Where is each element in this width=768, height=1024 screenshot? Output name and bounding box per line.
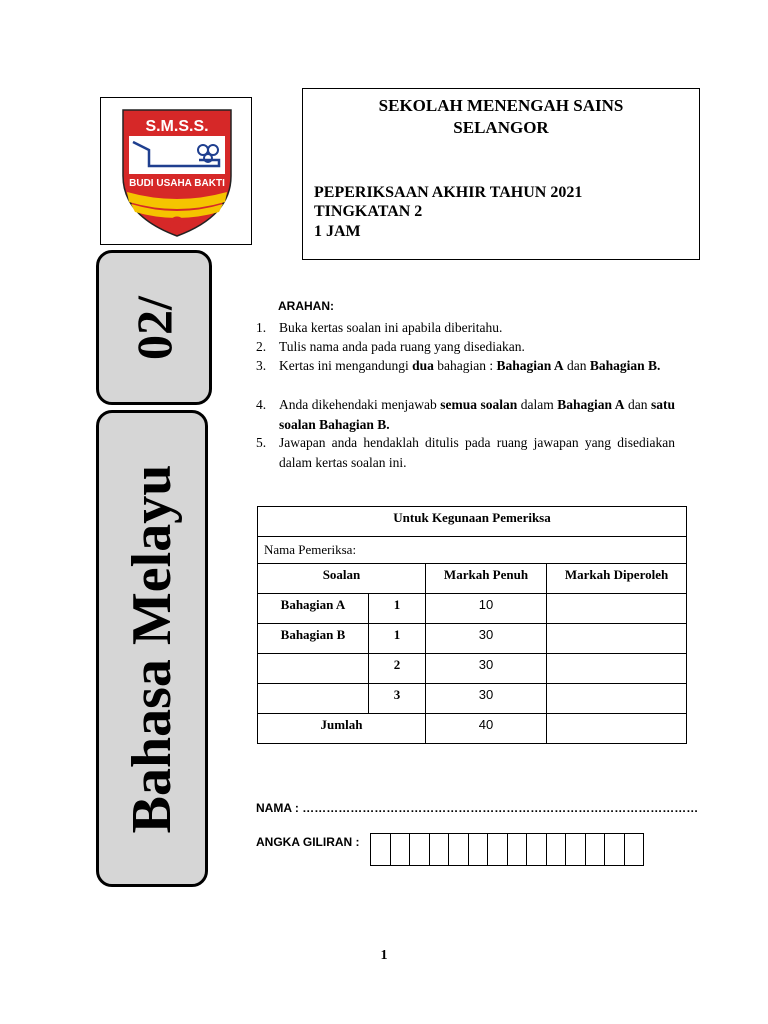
instruction-fragment: dan [624, 397, 651, 412]
instruction-text [279, 395, 675, 434]
row-section: Bahagian A [258, 594, 369, 624]
instruction-emphasis: Bahagian A [557, 397, 625, 412]
exam-header-box [302, 88, 700, 260]
row-question-number: 1 [369, 594, 426, 624]
index-number-box[interactable] [546, 833, 567, 866]
index-number-box[interactable] [604, 833, 625, 866]
instruction-emphasis: dua [412, 358, 434, 373]
exam-duration: 1 JAM [314, 223, 361, 240]
instruction-text [279, 337, 675, 357]
paper-code-tab [96, 250, 212, 405]
instruction-emphasis: semua soalan [440, 397, 518, 412]
index-number-box[interactable] [585, 833, 606, 866]
header-full-marks: Markah Penuh [426, 564, 547, 594]
index-number-box[interactable] [468, 833, 489, 866]
instruction-item [256, 395, 675, 434]
instruction-fragment: Anda dikehendaki menjawab [279, 397, 441, 412]
index-number-box[interactable] [565, 833, 586, 866]
row-full-marks: 30 [426, 684, 547, 714]
row-section [258, 684, 369, 714]
instruction-text [279, 356, 675, 376]
exam-title: PEPERIKSAAN AKHIR TAHUN 2021 [314, 184, 583, 201]
school-logo-box [100, 97, 252, 245]
instruction-text [279, 433, 675, 472]
instruction-number: 3. [256, 358, 267, 373]
instruction-item [256, 318, 675, 338]
row-marks-obtained[interactable] [547, 594, 687, 624]
instruction-emphasis: Bahagian A [496, 358, 564, 373]
index-number-box[interactable] [526, 833, 547, 866]
instruction-emphasis: satu soalan Bahagian B. [279, 397, 675, 432]
row-question-number: 2 [369, 654, 426, 684]
table-row [258, 654, 687, 684]
header-marks-obtained: Markah Diperoleh [547, 564, 687, 594]
school-name-line1: SEKOLAH MENENGAH SAINS [378, 96, 624, 115]
instruction-number: 2. [256, 339, 267, 354]
row-full-marks: 30 [426, 654, 547, 684]
index-number-label: ANGKA GILIRAN : [256, 835, 360, 849]
row-full-marks: 30 [426, 624, 547, 654]
instruction-item [256, 356, 675, 376]
table-row [258, 684, 687, 714]
total-full-marks: 40 [426, 714, 547, 744]
total-marks-obtained[interactable] [547, 714, 687, 744]
index-number-box[interactable] [624, 833, 645, 866]
row-marks-obtained[interactable] [547, 624, 687, 654]
index-number-box[interactable] [409, 833, 430, 866]
total-label: Jumlah [258, 714, 426, 744]
instruction-fragment: bahagian : [433, 358, 497, 373]
school-crest-icon [119, 106, 235, 238]
subject-name: Bahasa Melayu [121, 464, 183, 833]
instruction-number: 5. [256, 435, 267, 450]
table-total-row [258, 714, 687, 744]
instruction-text [279, 318, 675, 338]
index-number-box[interactable] [448, 833, 469, 866]
row-question-number: 1 [369, 624, 426, 654]
logo-text: S.M.S.S. [145, 118, 209, 135]
exam-form: TINGKATAN 2 [314, 203, 423, 220]
index-number-box[interactable] [507, 833, 528, 866]
examiner-marks-table [257, 506, 687, 744]
examiner-name-label: Nama Pemeriksa: [258, 537, 687, 564]
instruction-fragment: Kertas ini mengandungi [279, 358, 413, 373]
instruction-number: 1. [256, 320, 267, 335]
table-title: Untuk Kegunaan Pemeriksa [258, 507, 687, 537]
paper-code: 02/ [126, 295, 182, 360]
index-number-box[interactable] [429, 833, 450, 866]
school-name-line2: SELANGOR [453, 118, 549, 137]
instruction-item [256, 337, 675, 357]
instruction-fragment: dalam [517, 397, 558, 412]
instruction-fragment: dan [563, 358, 590, 373]
row-marks-obtained[interactable] [547, 654, 687, 684]
student-name-line[interactable]: NAMA : ……………………………………………………………………………………… [256, 801, 699, 815]
instruction-emphasis: Bahagian B. [589, 358, 661, 373]
page-number: 1 [380, 948, 388, 963]
index-number-box[interactable] [487, 833, 508, 866]
index-number-box[interactable] [370, 833, 391, 866]
row-section [258, 654, 369, 684]
instruction-fragment: Tulis nama anda pada ruang yang disediakan. [279, 339, 525, 354]
row-full-marks: 10 [426, 594, 547, 624]
instructions-title: ARAHAN: [278, 299, 334, 313]
subject-tab [96, 410, 208, 887]
index-number-boxes [370, 833, 643, 866]
instruction-fragment: Buka kertas soalan ini apabila diberitahu. [279, 320, 503, 335]
instruction-item [256, 433, 675, 472]
table-row [258, 594, 687, 624]
instruction-fragment: Jawapan anda hendaklah ditulis pada ruang jawapan yang disediakan dalam kertas soalan ini. [279, 435, 675, 470]
row-question-number: 3 [369, 684, 426, 714]
row-marks-obtained[interactable] [547, 684, 687, 714]
instruction-number: 4. [256, 397, 267, 412]
header-question: Soalan [258, 564, 426, 594]
row-section: Bahagian B [258, 624, 369, 654]
logo-motto: BUDI USAHA BAKTI [129, 178, 225, 189]
index-number-box[interactable] [390, 833, 411, 866]
table-row [258, 624, 687, 654]
